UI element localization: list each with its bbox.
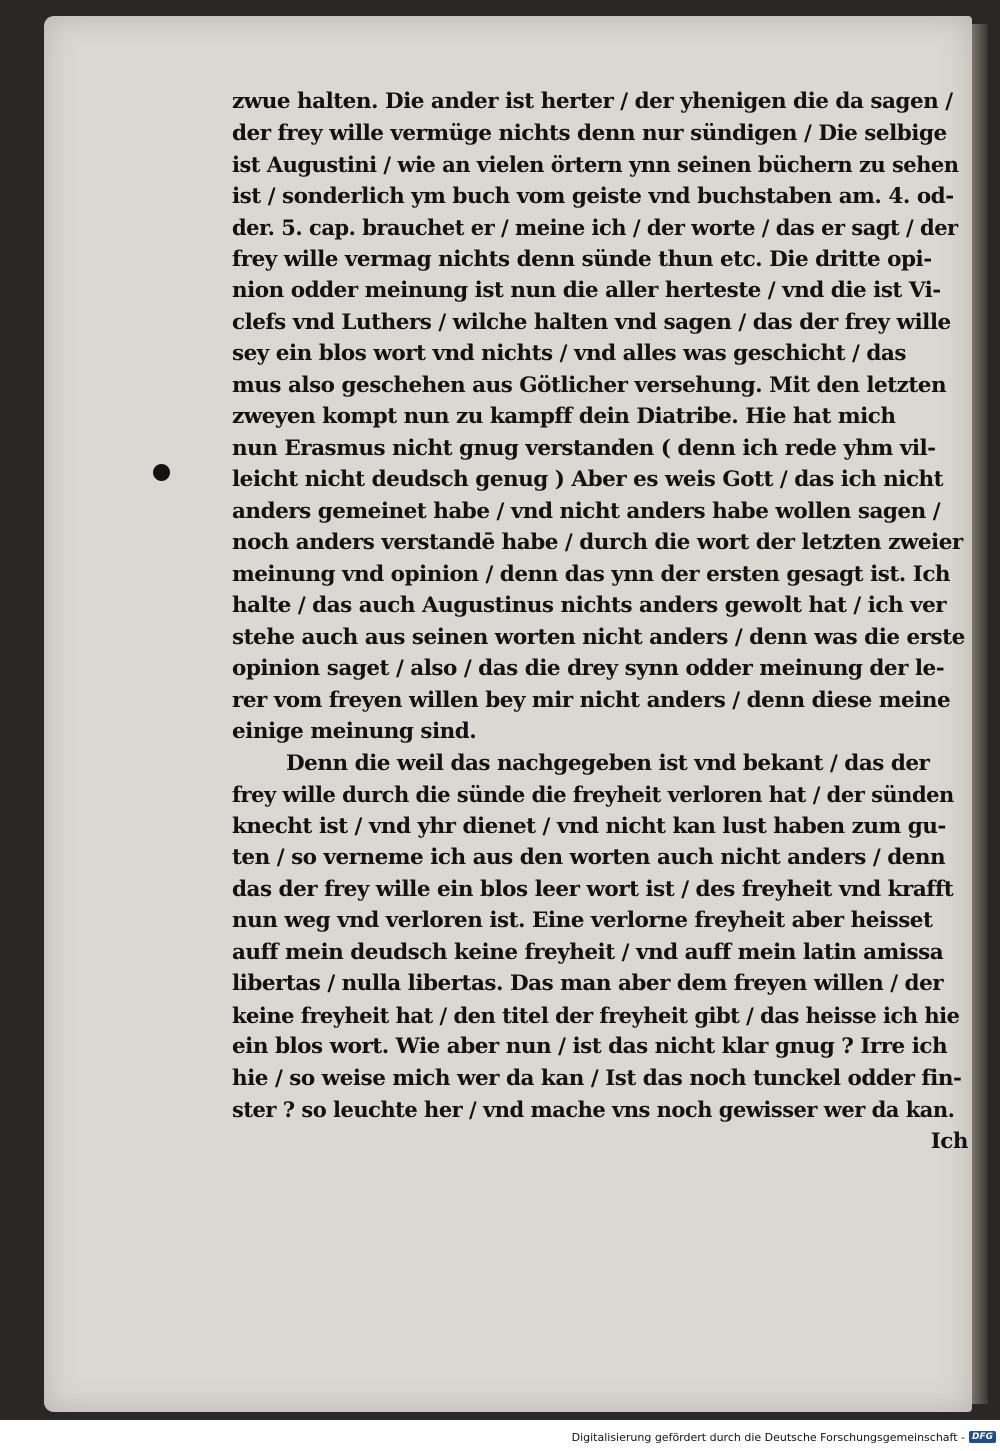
text-line: nun Erasmus nicht gnug verstanden ( denn ich rede yhm vil- — [232, 435, 936, 461]
text-line: anders gemeinet habe / vnd nicht anders habe wollen sagen / — [232, 498, 941, 524]
text-line: libertas / nulla libertas. Das man aber dem freyen willen / der — [232, 971, 944, 996]
text-line: auff mein deudsch keine freyheit / vnd auff mein latin amissa — [232, 939, 944, 965]
text-line: der frey wille vermüge nichts denn nur sündigen / Die selbige — [232, 120, 947, 146]
text-line: nun weg vnd verloren ist. Eine verlorne freyheit aber heisset — [232, 908, 933, 933]
text-line: das der frey wille ein blos leer wort ist / des freyheit vnd krafft — [232, 876, 954, 902]
text-line: meinung vnd opinion / denn das ynn der ersten gesagt ist. Ich — [232, 561, 951, 587]
footer-credit: Digitalisierung gefördert durch die Deutsche Forschungsgemeinschaft - — [571, 1430, 965, 1444]
page-text — [232, 86, 968, 1157]
text-line: ten / so verneme ich aus den worten auch nicht anders / denn — [232, 845, 946, 870]
text-line: hie / so weise mich wer da kan / Ist das noch tunckel odder fin- — [232, 1065, 962, 1091]
page-edge — [972, 24, 988, 1404]
text-line: zwue halten. Die ander ist herter / der yhenigen die da sagen / — [232, 89, 953, 114]
text-line: stehe auch aus seinen worten nicht anders / denn was die erste — [232, 624, 965, 650]
text-line: zweyen kompt nun zu kampff dein Diatribe. Hie hat mich — [232, 404, 896, 429]
text-line: ster ? so leuchte her / vnd mache vns noch gewisser wer da kan. — [232, 1097, 955, 1122]
text-line: nion odder meinung ist nun die aller herteste / vnd die ist Vi- — [232, 278, 941, 303]
text-line: opinion saget / also / das die drey synn odder meinung der le- — [232, 656, 945, 681]
text-line: ein blos wort. Wie aber nun / ist das nicht klar gnug ? Irre ich — [232, 1034, 948, 1059]
text-line: knecht ist / vnd yhr dienet / vnd nicht kan lust haben zum gu- — [232, 813, 946, 839]
text-line: leicht nicht deudsch genug ) Aber es weis Gott / das ich nicht — [232, 467, 944, 492]
margin-dot — [153, 464, 170, 481]
text-line: ist Augustini / wie an vielen örtern ynn seinen büchern zu sehen — [232, 152, 959, 177]
dfg-logo-icon: DFG — [969, 1431, 996, 1443]
text-line: noch anders verstandē habe / durch die wort der letzten zweier — [232, 530, 963, 555]
text-line: rer vom freyen willen bey mir nicht anders / denn diese meine — [232, 687, 951, 713]
text-line: einige meinung sind. — [232, 719, 477, 744]
text-line: frey wille vermag nichts denn sünde thun etc. Die dritte opi- — [232, 246, 932, 272]
text-line: halte / das auch Augustinus nichts anders gewolt hat / ich ver — [232, 593, 947, 618]
text-line: ist / sonderlich ym buch vom geiste vnd buchstaben am. 4. od- — [232, 183, 954, 209]
text-line: keine freyheit hat / den titel der freyheit gibt / das heisse ich hie — [232, 1002, 960, 1028]
text-line: clefs vnd Luthers / wilche halten vnd sagen / das der frey wille — [232, 309, 951, 335]
catchword: Ich — [930, 1128, 968, 1154]
text-line: sey ein blos wort vnd nichts / vnd alles was geschicht / das — [232, 341, 906, 366]
text-line: der. 5. cap. brauchet er / meine ich / der worte / das er sagt / der — [232, 215, 958, 240]
text-line: mus also geschehen aus Götlicher versehung. Mit den letzten — [232, 372, 947, 398]
digitization-footer — [572, 1426, 1000, 1448]
text-line: frey wille durch die sünde die freyheit verloren hat / der sünden — [232, 782, 954, 807]
text-line: Denn die weil das nachgegeben ist vnd bekant / das der — [286, 750, 930, 776]
